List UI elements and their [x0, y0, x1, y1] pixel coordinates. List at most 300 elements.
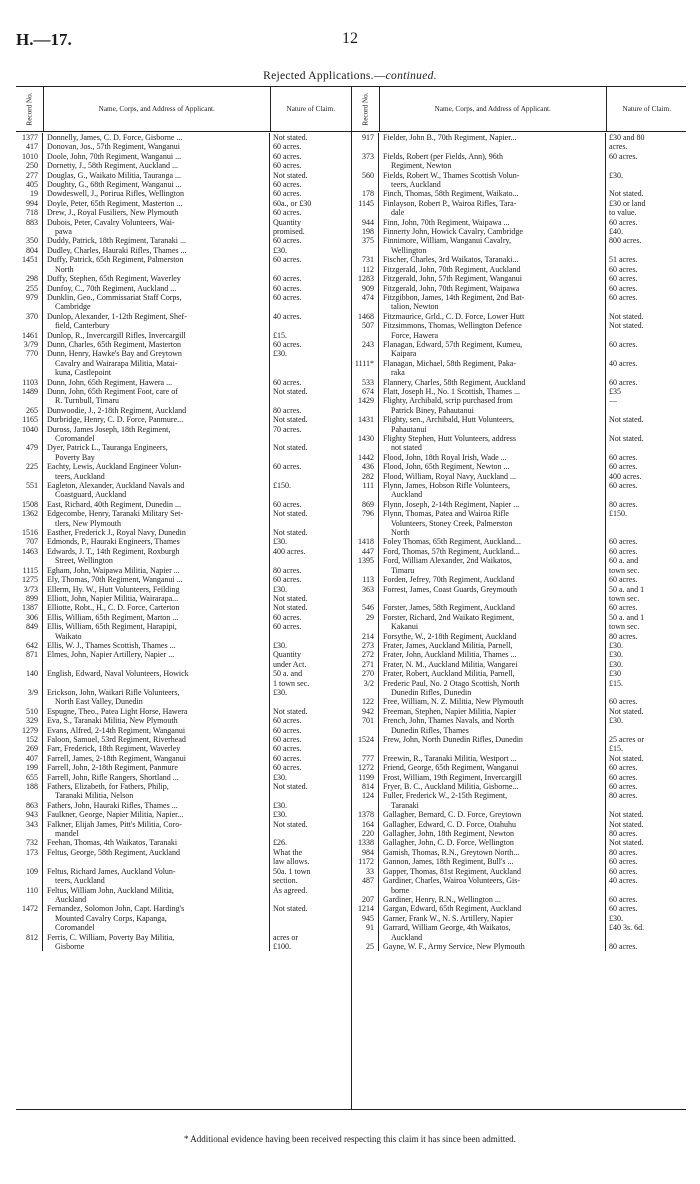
applicant-line: Fernandez, Solomon John, Capt. Harding's — [47, 904, 185, 914]
applicant-line: Farr, Frederick, 18th Regiment, Waverley — [47, 744, 181, 754]
applicant-line: Forsythe, W., 2-18th Regiment, Auckland — [383, 631, 517, 641]
table-row — [352, 782, 686, 791]
nature-of-claim — [606, 396, 686, 415]
claim-line: 80 acres. — [273, 405, 302, 415]
nature-of-claim — [270, 425, 351, 444]
applicant-name — [43, 284, 270, 293]
table-row — [352, 820, 686, 829]
claim-line: 60 acres. — [609, 782, 638, 792]
applicant-name — [43, 688, 270, 707]
table-row — [16, 284, 351, 293]
nature-of-claim — [606, 810, 686, 819]
applicant-line: Ely, Thomas, 70th Regiment, Wanganui ... — [47, 575, 183, 585]
claim-line: £30. — [273, 772, 287, 782]
nature-of-claim — [270, 566, 351, 575]
nature-of-claim — [270, 189, 351, 198]
table-row — [352, 500, 686, 509]
applicant-line: mandel — [55, 829, 79, 839]
applicant-line: Fathers, John, Hauraki Rifles, Thames ... — [47, 800, 178, 810]
applicant-line: Finch, Thomas, 58th Regiment, Waikato... — [383, 189, 519, 199]
claim-line: 60 acres. — [273, 716, 302, 726]
claim-line: £30. — [609, 650, 623, 660]
nature-of-claim — [606, 773, 686, 782]
record-number: 109 — [16, 867, 43, 886]
claim-line: to value. — [609, 208, 637, 218]
table-row — [16, 387, 351, 406]
applicant-line: Dyer, Patrick L., Tauranga Engineers, — [47, 443, 168, 453]
nature-of-claim — [606, 472, 686, 481]
record-number: 272 — [352, 650, 379, 659]
claim-line: 60 acres. — [609, 763, 638, 773]
nature-of-claim — [606, 434, 686, 453]
record-number: 560 — [352, 171, 379, 190]
applicant-line: Feltus, George, 58th Regiment, Auckland — [47, 847, 180, 857]
claim-line: 80 acres. — [273, 565, 302, 575]
nature-of-claim — [606, 857, 686, 866]
record-number: 225 — [16, 462, 43, 481]
claim-line: 50 a. and 1 — [609, 584, 645, 594]
applicant-name — [43, 462, 270, 481]
record-number: 33 — [352, 867, 379, 876]
nature-of-claim — [606, 481, 686, 500]
claim-line: 50 a. and — [273, 669, 303, 679]
nature-of-claim — [270, 585, 351, 594]
claim-line: 60 acres. — [609, 772, 638, 782]
applicant-line: Coromandel — [55, 923, 95, 933]
nature-of-claim-header: Nature of Claim. — [622, 105, 672, 113]
applicant-name — [379, 613, 606, 632]
applicant-name — [379, 669, 606, 678]
applicant-line: Street, Wellington — [55, 556, 113, 566]
nature-of-claim — [606, 284, 686, 293]
nature-of-claim — [270, 650, 351, 669]
applicant-line: Pahautanui — [391, 424, 427, 434]
claim-line: Quantity — [273, 650, 301, 660]
table-row — [16, 754, 351, 763]
claim-line: — — [609, 396, 617, 406]
applicant-name — [379, 650, 606, 659]
table-row — [352, 848, 686, 857]
applicant-name — [379, 293, 606, 312]
nature-of-claim — [270, 603, 351, 612]
applicant-name — [43, 133, 270, 142]
claim-line: 60 acres. — [273, 236, 302, 246]
applicant-line: Kakanui — [391, 622, 419, 632]
applicant-name — [43, 199, 270, 208]
applicant-line: kuna, Castlepoint — [55, 368, 111, 378]
table-row — [16, 255, 351, 274]
record-number: 984 — [352, 848, 379, 857]
table-row — [352, 462, 686, 471]
nature-of-claim — [270, 171, 351, 180]
applicant-name — [43, 716, 270, 725]
claim-line: 60 acres. — [273, 151, 302, 161]
nature-of-claim — [270, 537, 351, 546]
claim-line: 400 acres. — [273, 546, 306, 556]
applicant-line: Gallagher, Bernard, C. D. Force, Greytown — [383, 810, 522, 820]
applicant-line: Frew, John, North Dunedin Rifles, Dunedin — [383, 735, 523, 744]
applicant-name — [379, 923, 606, 942]
table-row — [16, 782, 351, 801]
applicant-line: Finnimore, William, Wanganui Cavalry, — [383, 236, 511, 246]
claim-line: acres or — [273, 932, 299, 942]
table-row — [16, 933, 351, 952]
record-number: 1172 — [352, 857, 379, 866]
applicant-line: Taranaki Militia, Nelson — [55, 791, 134, 801]
nature-of-claim — [270, 641, 351, 650]
table-row — [352, 669, 686, 678]
nature-of-claim — [270, 575, 351, 584]
right-rows — [352, 133, 686, 951]
applicant-name — [379, 133, 606, 152]
record-number: 1418 — [352, 537, 379, 546]
claim-line: £15. — [609, 744, 623, 754]
applicant-line: Edmonds, P., Hauraki Engineers, Thames — [47, 537, 180, 547]
table-row — [352, 716, 686, 735]
nature-of-claim — [270, 500, 351, 509]
applicant-name — [379, 810, 606, 819]
claim-line: £30 — [609, 669, 621, 679]
record-number: 1145 — [352, 199, 379, 218]
table-row — [352, 274, 686, 283]
applicant-line: Flood, John, 18th Royal Irish, Wade ... — [383, 452, 507, 462]
table-row — [16, 133, 351, 142]
table-row — [352, 396, 686, 415]
table-row — [16, 406, 351, 415]
table-row — [352, 697, 686, 706]
table-row — [352, 387, 686, 396]
table-row — [16, 152, 351, 161]
applicant-name — [379, 876, 606, 895]
applicant-line: Freewin, R., Taranaki Militia, Westport ... — [383, 753, 517, 763]
page-header — [16, 30, 684, 52]
record-number: 899 — [16, 594, 43, 603]
nature-of-claim — [270, 293, 351, 312]
nature-of-claim — [270, 133, 351, 142]
record-number: 1489 — [16, 387, 43, 406]
applicant-name — [43, 255, 270, 274]
table-row — [16, 622, 351, 641]
applicant-line: Dunn, John, 65th Regiment, Hawera ... — [47, 377, 173, 387]
table-row — [352, 415, 686, 434]
applicant-line: Espugne, Theo., Patea Light Horse, Hawera — [47, 706, 188, 716]
applicant-line: talion, Newton — [391, 302, 439, 312]
applicant-name — [43, 585, 270, 594]
column-header — [16, 87, 351, 132]
claim-line: 60 acres. — [273, 274, 302, 284]
claim-line: town sec. — [609, 593, 640, 603]
claim-line: 60 acres. — [273, 744, 302, 754]
nature-of-claim — [270, 838, 351, 847]
nature-of-claim — [606, 359, 686, 378]
applicant-name — [43, 425, 270, 444]
nature-of-claim — [606, 340, 686, 359]
table-row — [352, 914, 686, 923]
table-row — [16, 650, 351, 669]
claim-line: 60 a. and — [609, 556, 639, 566]
applicant-name — [379, 632, 606, 641]
applicant-line: Force, Hawera — [391, 330, 439, 340]
applicant-name — [43, 509, 270, 528]
table-row — [352, 857, 686, 866]
document-reference: H.—17. — [16, 30, 72, 49]
record-number: 207 — [352, 895, 379, 904]
applicant-name — [379, 274, 606, 283]
table-row — [352, 321, 686, 340]
table-row — [352, 556, 686, 575]
record-number: 1283 — [352, 274, 379, 283]
record-number: 507 — [352, 321, 379, 340]
nature-of-claim — [606, 218, 686, 227]
record-number: 417 — [16, 142, 43, 151]
claim-line: As agreed. — [273, 885, 308, 895]
applicant-name — [379, 782, 606, 791]
applicant-name — [43, 848, 270, 867]
applicant-line: Doughty, G., 68th Regiment, Wanganui ... — [47, 180, 182, 190]
applicant-line: Donnelly, James, C. D. Force, Gisborne ... — [47, 133, 183, 142]
claim-line: 60 acres. — [273, 142, 302, 152]
claim-line: Not stated. — [273, 443, 308, 453]
record-number: 1040 — [16, 425, 43, 444]
applicant-name — [43, 547, 270, 566]
nature-of-claim — [270, 547, 351, 566]
applicant-line: Fitzsimmons, Thomas, Wellington Defence — [383, 321, 522, 331]
claim-line: 80 acres. — [609, 847, 638, 857]
record-number: 796 — [352, 509, 379, 537]
applicant-name — [379, 857, 606, 866]
applicant-line: Eagleton, Alexander, Auckland Navals and — [47, 481, 185, 491]
claim-line: £30. — [273, 349, 287, 359]
table-row — [352, 923, 686, 942]
applicant-name — [379, 265, 606, 274]
applicant-header: Name, Corps, and Address of Applicant. — [44, 87, 271, 131]
applicant-line: Elliotte, Robt., H., C. D. Force, Carterton — [47, 603, 180, 613]
record-number: 1508 — [16, 500, 43, 509]
claim-line: 60 acres. — [273, 763, 302, 773]
table-row — [16, 189, 351, 198]
applicant-line: Duffy, Patrick, 65th Regiment, Palmerston — [47, 255, 184, 265]
claim-line: 51 acres. — [609, 255, 638, 265]
nature-of-claim — [270, 349, 351, 377]
record-number: 546 — [352, 603, 379, 612]
record-number: 1461 — [16, 331, 43, 340]
applicant-line: Regiment, Newton — [391, 161, 452, 171]
record-number: 474 — [352, 293, 379, 312]
claim-line: Quantity — [273, 217, 301, 227]
claim-line: 80 acres. — [609, 829, 638, 839]
nature-of-claim — [270, 415, 351, 424]
applicant-name — [43, 754, 270, 763]
claim-line: £26. — [273, 838, 287, 848]
claim-line: 40 acres. — [609, 358, 638, 368]
table-row — [352, 359, 686, 378]
nature-of-claim — [270, 208, 351, 217]
nature-of-claim — [270, 161, 351, 170]
record-number: 1103 — [16, 378, 43, 387]
nature-of-claim — [606, 312, 686, 321]
claim-line: under Act. — [273, 659, 307, 669]
table-row — [352, 613, 686, 632]
table-row — [352, 660, 686, 669]
table-row — [16, 716, 351, 725]
applicant-name — [379, 867, 606, 876]
claim-line: town sec. — [609, 622, 640, 632]
claim-line: 40 acres. — [609, 876, 638, 886]
applicant-line: Free, William, N. Z. Militia, New Plymouth — [383, 697, 524, 707]
nature-of-claim — [270, 763, 351, 772]
applicant-line: Finn, John, 70th Regiment, Waipawa ... — [383, 217, 510, 227]
applicant-line: Forster, Richard, 2nd Waikato Regiment, — [383, 612, 515, 622]
applicant-line: North — [55, 264, 74, 274]
nature-of-claim — [606, 707, 686, 716]
nature-of-claim — [270, 331, 351, 340]
record-number: 944 — [352, 218, 379, 227]
claim-line: 60 acres. — [609, 339, 638, 349]
record-number: 343 — [16, 820, 43, 839]
claim-line: £30. — [609, 640, 623, 650]
applicant-name — [43, 274, 270, 283]
record-number: 942 — [352, 707, 379, 716]
nature-of-claim — [270, 528, 351, 537]
applicant-line: borne — [391, 885, 410, 895]
applicant-line: Donovan, Jos., 57th Regiment, Wanganui — [47, 142, 180, 152]
record-number: 405 — [16, 180, 43, 189]
applicant-line: Finlayson, Robert P., Wairoa Rifles, Tara- — [383, 198, 517, 208]
record-number: 19 — [16, 189, 43, 198]
applicant-name — [379, 218, 606, 227]
record-number: 674 — [352, 387, 379, 396]
claim-line: Not stated. — [273, 386, 308, 396]
claim-line: Not stated. — [273, 593, 308, 603]
applicant-name — [379, 660, 606, 669]
record-number: 370 — [16, 312, 43, 331]
claim-line: 60 acres. — [609, 264, 638, 274]
nature-of-claim — [606, 848, 686, 857]
claim-line: Not stated. — [273, 603, 308, 613]
claim-line: Not stated. — [609, 838, 644, 848]
table-row — [352, 773, 686, 782]
applicant-line: English, Edward, Naval Volunteers, Howick — [47, 669, 189, 679]
applicant-name — [43, 293, 270, 312]
nature-of-claim — [270, 688, 351, 707]
applicant-line: Edwards, J. T., 14th Regiment, Roxburgh — [47, 546, 180, 556]
claim-line: 60 acres. — [273, 499, 302, 509]
claim-line: £30. — [273, 810, 287, 820]
claim-line: Not stated. — [609, 311, 644, 321]
applicant-line: Ellis, William, 65th Regiment, Harapipi, — [47, 622, 177, 632]
record-number: 863 — [16, 801, 43, 810]
table-row — [352, 763, 686, 772]
record-number: 1472 — [16, 904, 43, 932]
applicant-name — [43, 312, 270, 331]
applicant-line: Flynn, James, Hobson Rifle Volunteers, — [383, 481, 511, 491]
applicant-line: Elmes, John, Napier Artillery, Napier ... — [47, 650, 175, 660]
record-number: 306 — [16, 613, 43, 622]
applicant-line: Patrick Biney, Pahautanui — [391, 405, 474, 415]
applicant-line: Falkner, Elijah James, Pitt's Militia, Coro- — [47, 819, 182, 829]
record-number: 1272 — [352, 763, 379, 772]
table-row — [16, 274, 351, 283]
record-number: 1451 — [16, 255, 43, 274]
applicant-name — [379, 509, 606, 537]
applicant-line: Drew, J., Royal Fusiliers, New Plymouth — [47, 208, 179, 218]
table-row — [352, 509, 686, 537]
table-row — [352, 434, 686, 453]
applicant-name — [43, 236, 270, 245]
record-number: 701 — [352, 716, 379, 735]
applicant-name — [379, 312, 606, 321]
table-row — [352, 829, 686, 838]
table-row — [352, 340, 686, 359]
claim-line: 60 acres. — [609, 603, 638, 613]
claim-line: Not stated. — [273, 819, 308, 829]
nature-of-claim — [606, 904, 686, 913]
table-row — [16, 585, 351, 594]
applicant-line: Cambridge — [55, 302, 91, 312]
claim-line: £30. — [273, 537, 287, 547]
applicant-line: R. Turnbull, Timaru — [55, 396, 120, 406]
applicant-line: Ford, William Alexander, 2nd Waikatos, — [383, 556, 512, 566]
table-row — [16, 443, 351, 462]
applicant-name — [43, 387, 270, 406]
applicant-line: Flighty Stephen, Hutt Volunteers, address — [383, 434, 517, 443]
record-number: 188 — [16, 782, 43, 801]
record-number: 447 — [352, 547, 379, 556]
table-row — [16, 801, 351, 810]
applicant-line: Fitzmaurice, Grld., C. D. Force, Lower Hutt — [383, 311, 525, 321]
column-header — [352, 87, 686, 132]
record-number: 112 — [352, 265, 379, 274]
applicant-name — [43, 575, 270, 584]
claim-line: £30. — [609, 716, 623, 726]
applicant-line: Flanagan, Edward, 57th Regiment, Kumeu, — [383, 339, 523, 349]
table-row — [16, 528, 351, 537]
claim-line: £30. — [273, 245, 287, 255]
table-row — [16, 848, 351, 867]
claim-line: 60 acres. — [273, 735, 302, 744]
record-number: 3/2 — [352, 679, 379, 698]
claim-line: Not stated. — [273, 528, 308, 538]
table-row — [352, 537, 686, 546]
nature-of-claim — [270, 443, 351, 462]
table-row — [16, 161, 351, 170]
nature-of-claim — [606, 199, 686, 218]
applicant-line: Friend, George, 65th Regiment, Wanganui — [383, 763, 519, 773]
table-row — [16, 236, 351, 245]
record-number: 777 — [352, 754, 379, 763]
nature-of-claim — [606, 453, 686, 462]
record-number: 250 — [16, 161, 43, 170]
applicant-line: Faulkner, George, Napier Militia, Napier... — [47, 810, 184, 820]
applicant-line: Fitzgerald, John, 70th Regiment, Waipawa — [383, 283, 520, 293]
record-number: 363 — [352, 585, 379, 604]
applicant-line: Fitzgibbon, James, 14th Regiment, 2nd Bat- — [383, 292, 525, 302]
applicant-name — [379, 378, 606, 387]
table-row — [16, 537, 351, 546]
applicant-line: Dunfoy, C., 70th Regiment, Auckland ... — [47, 283, 177, 293]
table-row — [16, 500, 351, 509]
applicant-name — [43, 481, 270, 500]
applicant-name — [379, 575, 606, 584]
applicant-name — [379, 895, 606, 904]
claim-line: Not stated. — [609, 189, 644, 199]
claim-line: £30. — [273, 800, 287, 810]
table-row — [352, 312, 686, 321]
applicant-line: Gannon, James, 18th Regiment, Bull's ... — [383, 857, 514, 867]
claim-line: Not stated. — [609, 434, 644, 443]
table-row — [16, 773, 351, 782]
applicant-name — [43, 650, 270, 669]
